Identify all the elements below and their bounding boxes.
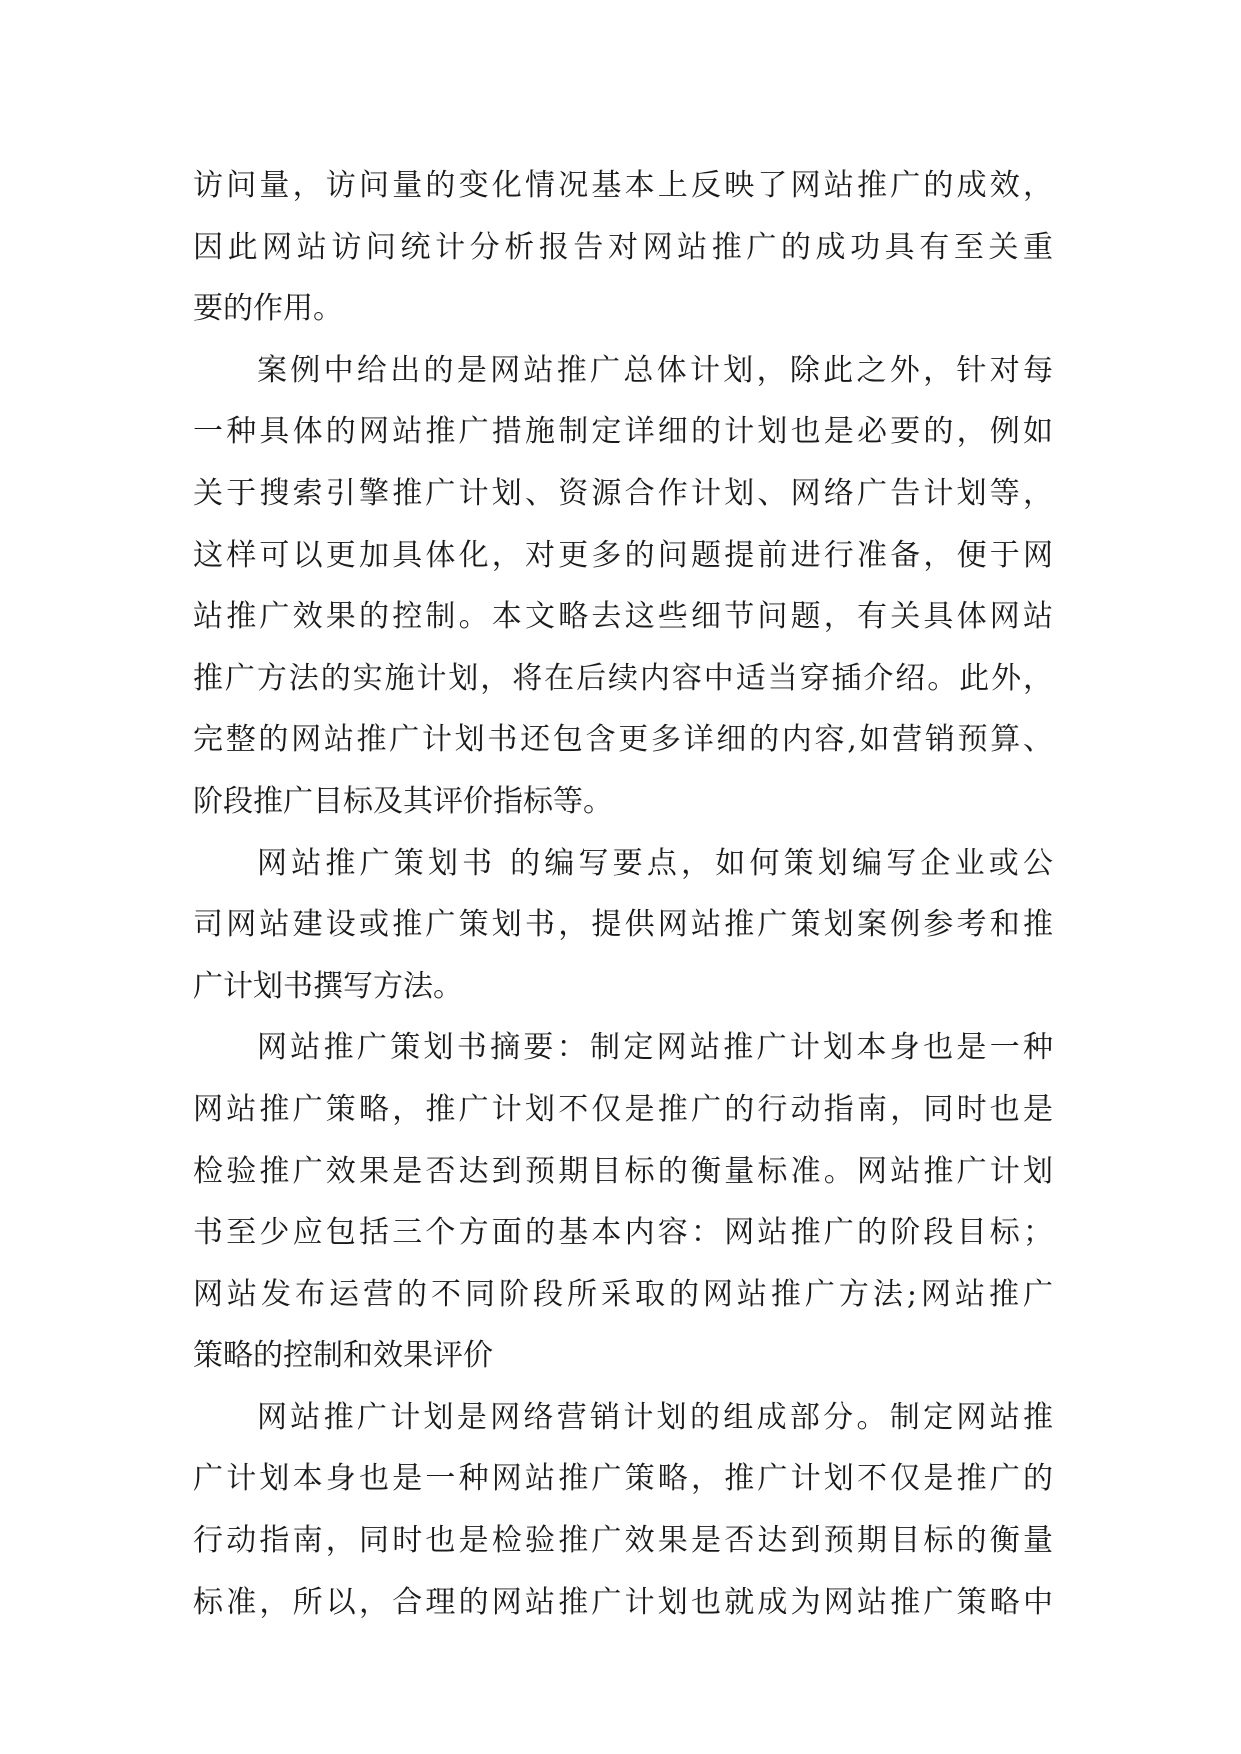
text-line: 检验推广效果是否达到预期目标的衡量标准。网站推广计划	[193, 1153, 1053, 1189]
text-line: 这样可以更加具体化，对更多的问题提前进行准备，便于网	[193, 537, 1053, 573]
text-line: 策略的控制和效果评价	[193, 1338, 493, 1374]
paragraph-first-line: 网站推广策划书摘要：制定网站推广计划本身也是一种	[257, 1030, 1053, 1066]
text-line: 广计划本身也是一种网站推广策略，推广计划不仅是推广的	[193, 1461, 1053, 1497]
text-line: 关于搜索引擎推广计划、资源合作计划、网络广告计划等，	[193, 475, 1053, 511]
text-line: 行动指南，同时也是检验推广效果是否达到预期目标的衡量	[193, 1523, 1053, 1559]
text-line: 阶段推广目标及其评价指标等。	[193, 783, 613, 819]
text-line: 网站发布运营的不同阶段所采取的网站推广方法;网站推广	[193, 1276, 1053, 1312]
text-line: 一种具体的网站推广措施制定详细的计划也是必要的，例如	[193, 414, 1053, 450]
text-line: 司网站建设或推广策划书，提供网站推广策划案例参考和推	[193, 907, 1053, 943]
paragraph-first-line: 网站推广计划是网络营销计划的组成部分。制定网站推	[257, 1399, 1053, 1435]
text-line: 站推广效果的控制。本文略去这些细节问题，有关具体网站	[193, 599, 1053, 635]
document-body	[193, 155, 1053, 1633]
text-line: 推广方法的实施计划，将在后续内容中适当穿插介绍。此外，	[193, 660, 1053, 696]
paragraph-first-line: 案例中给出的是网站推广总体计划，除此之外，针对每	[257, 352, 1053, 388]
text-line: 广计划书撰写方法。	[193, 968, 463, 1004]
text-line: 访问量，访问量的变化情况基本上反映了网站推广的成效，	[193, 168, 1053, 203]
paragraph-first-line: 网站推广策划书 的编写要点，如何策划编写企业或公	[257, 845, 1053, 881]
text-line: 书至少应包括三个方面的基本内容：网站推广的阶段目标；	[193, 1215, 1053, 1251]
text-line: 要的作用。	[193, 291, 343, 327]
text-line: 标准，所以，合理的网站推广计划也就成为网站推广策略中	[193, 1584, 1053, 1620]
text-line: 因此网站访问统计分析报告对网站推广的成功具有至关重	[193, 229, 1053, 265]
text-line: 完整的网站推广计划书还包含更多详细的内容,如营销预算、	[193, 722, 1053, 758]
text-line: 网站推广策略，推广计划不仅是推广的行动指南，同时也是	[193, 1091, 1053, 1127]
